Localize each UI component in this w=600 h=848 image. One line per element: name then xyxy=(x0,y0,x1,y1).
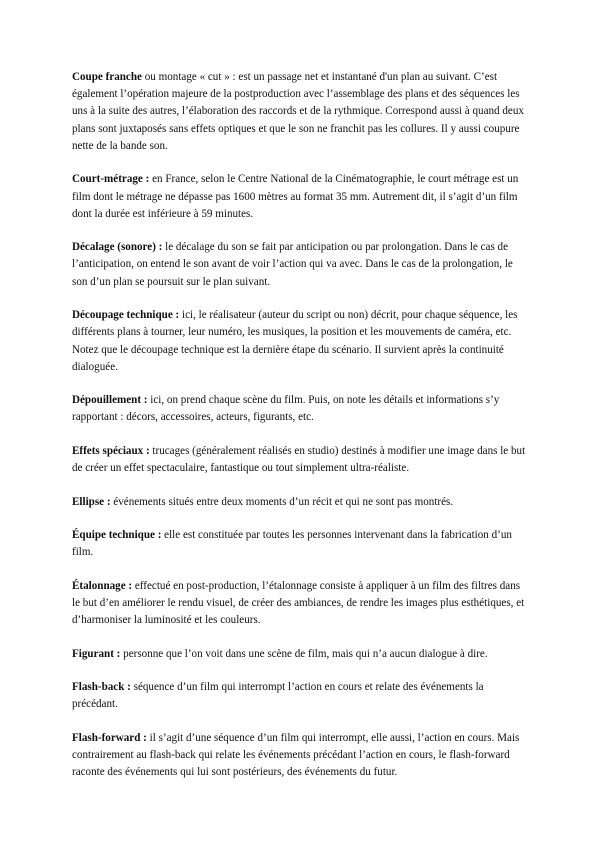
entry-definition: elle est constituée par toutes les personnes intervenant dans la fabrication d’un film. xyxy=(72,529,512,559)
entry-term: Dépouillement : xyxy=(72,394,148,407)
entry-definition: ici, on prend chaque scène du film. Puis, on note les détails et informations s’y rapportant : décors, accessoires, acteurs, figurants, etc. xyxy=(72,394,500,424)
entry-definition: il s’agit d’une séquence d’un film qui interrompt, elle aussi, l’action en cours. Mais contrairement au flash-back qui relate les événements précédant l’action en cours, le flash-forward raconte des événements qui lui sont postérieurs, des événements du futur. xyxy=(72,731,520,779)
glossary-body xyxy=(72,69,528,798)
entry-term: Ellipse : xyxy=(72,495,111,508)
entry-term: Coupe franche xyxy=(72,71,142,83)
entry-definition: effectué en post-production, l’étalonnage consiste à appliquer à un film des filtres dans le but d’en améliorer le rendu visuel, de créer des ambiances, de rendre les images plus esthétiques, et d’harmoniser la luminosité et les couleurs. xyxy=(72,579,525,627)
entry-definition: en France, selon le Centre National de la Cinématographie, le court métrage est un film dont le métrage ne dépasse pas 1600 mètres au format 35 mm. Autrement dit, il s’agit d’un film dont la durée est inférieure à 59 minutes. xyxy=(72,173,519,220)
entry-term: Court-métrage : xyxy=(72,173,150,186)
entry-definition: trucages (généralement réalisés en studio) destinés à modifier une image dans le but de créer un effet spectaculaire, fantastique ou tout simplement ultra-réaliste. xyxy=(72,444,526,475)
glossary-entry-coupe-franche xyxy=(72,69,528,155)
glossary-entry-etalonnage xyxy=(72,578,528,630)
glossary-entry-decoupage-technique xyxy=(72,307,528,376)
glossary-entry-depouillement xyxy=(72,392,528,426)
entry-definition: ici, le réalisateur (auteur du script ou non) décrit, pour chaque séquence, les différents plans à tourner, leur numéro, les musiques, la position et les mouvements de caméra, etc. Notez que le découpage technique est la dernière étape du scénario. Il survient après la continuité dialoguée. xyxy=(72,309,518,373)
entry-term: Étalonnage : xyxy=(72,579,133,592)
glossary-entry-figurant xyxy=(72,646,528,663)
entry-definition: événements situés entre deux moments d’un récit et qui ne sont pas montrés. xyxy=(110,495,454,508)
entry-term: Effets spéciaux : xyxy=(72,444,150,457)
glossary-entry-equipe-technique xyxy=(72,527,528,561)
entry-term: Flash-back : xyxy=(72,681,131,694)
entry-term: Flash-forward : xyxy=(72,731,147,744)
entry-term: Découpage technique : xyxy=(72,309,180,322)
glossary-entry-flash-forward xyxy=(72,730,528,782)
entry-term: Décalage (sonore) : xyxy=(72,241,163,254)
glossary-entry-flash-back xyxy=(72,679,528,713)
entry-definition: personne que l’on voit dans une scène de film, mais qui n’a aucun dialogue à dire. xyxy=(120,647,488,660)
glossary-entry-court-metrage xyxy=(72,171,528,223)
entry-definition: ou montage « cut » : est un passage net et instantané d'un plan au suivant. C’est également l’opération majeure de la postproduction avec l’assemblage des plans et des séquences les uns à la suite des autres, l’élaboration des raccords et de la rythmique. Correspond aussi à quand deux plans sont juxtaposés sans effets optiques et que le son ne franchit pas les collures. Il y aussi coupure nette de la bande son. xyxy=(72,71,524,152)
entry-term: Équipe technique : xyxy=(72,529,162,542)
entry-definition: séquence d’un film qui interrompt l’action en cours et relate des événements la précédant. xyxy=(72,681,484,711)
glossary-entry-ellipse xyxy=(72,494,528,511)
glossary-entry-effets-speciaux xyxy=(72,443,528,477)
entry-definition: le décalage du son se fait par anticipation ou par prolongation. Dans le cas de l’anticipation, on entend le son avant de voir l’action qui va avec. Dans le cas de la prolongation, le son d’un plan se poursuit sur le plan suivant. xyxy=(72,241,513,288)
entry-term: Figurant : xyxy=(72,647,121,660)
glossary-entry-decalage-sonore xyxy=(72,239,528,291)
